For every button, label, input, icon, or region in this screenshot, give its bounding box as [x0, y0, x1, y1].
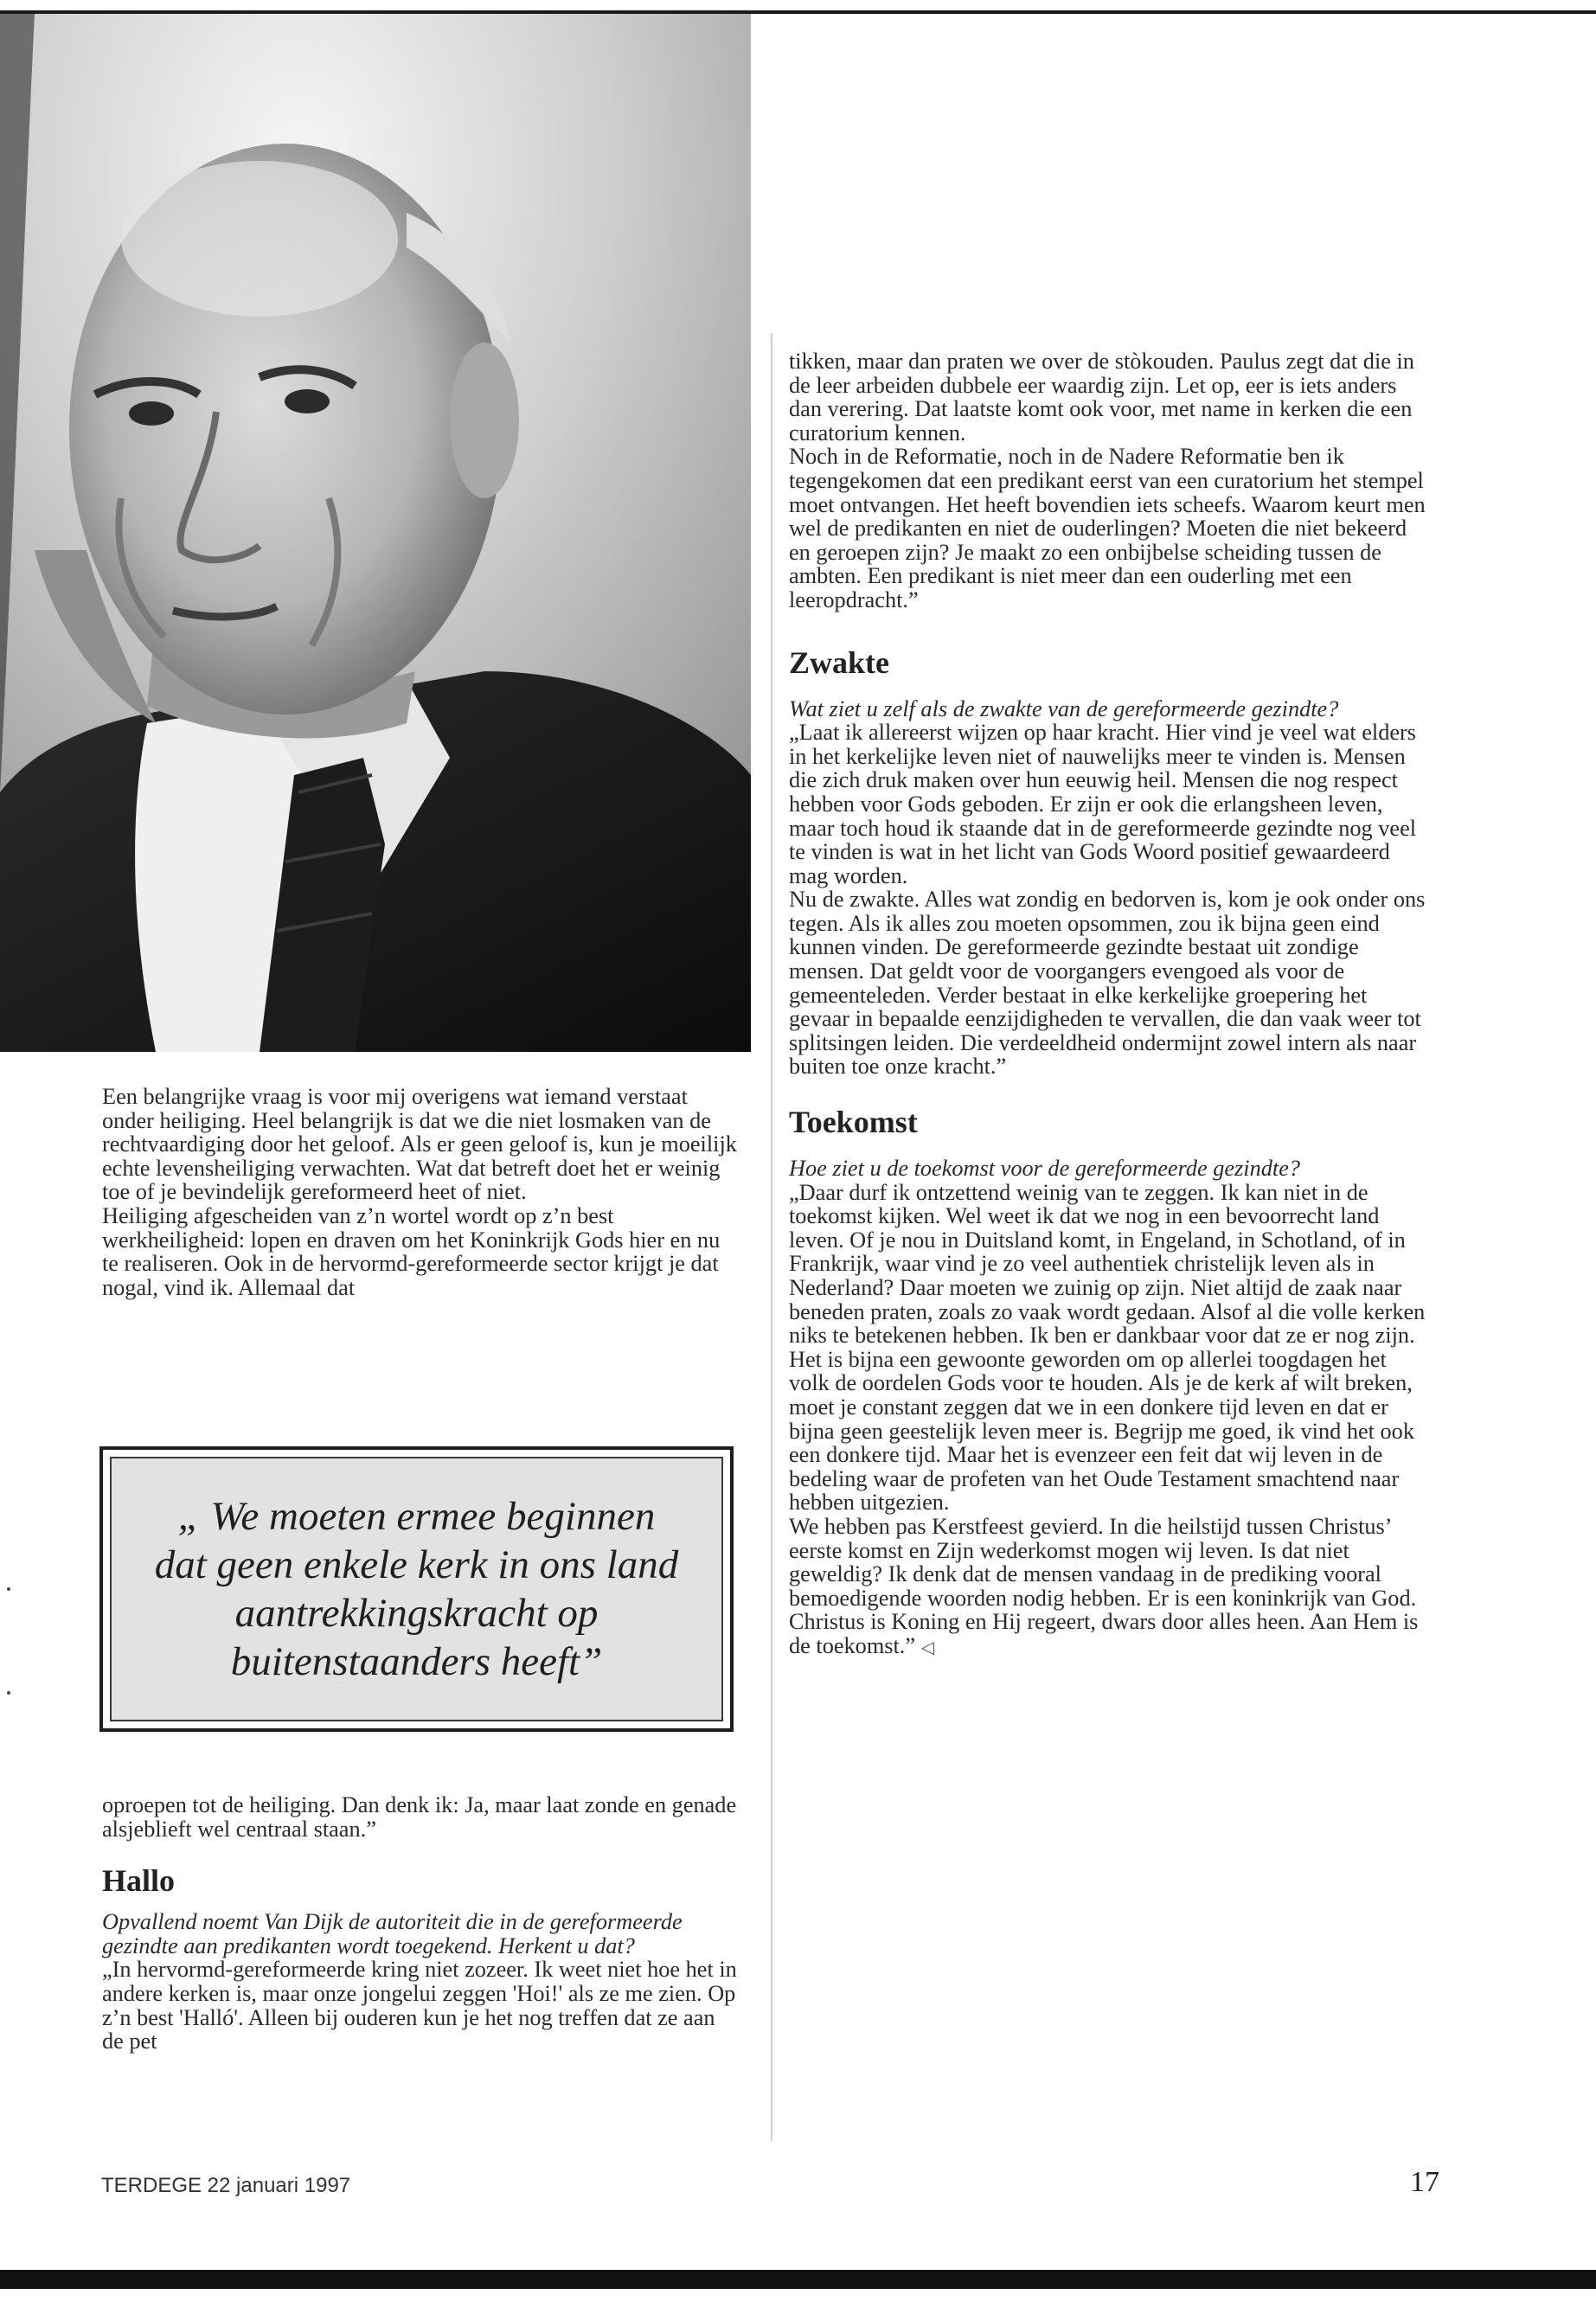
interview-question: Wat ziet u zelf als de zwakte van de gereformeerde gezindte? [789, 695, 1339, 721]
paragraph: Heiliging afgescheiden van z’n wortel wordt op z’n best werkheiligheid: lopen en draven om het Koninkrijk Gods hier en nu te realiseren. Ook in de hervormd-gereformeerde sector krijgt je dat nogal, vind ik. Allemaal dat [102, 1202, 721, 1300]
left-column-top [102, 1085, 739, 1299]
page-number: 17 [1410, 2166, 1439, 2198]
right-column-text-top [789, 349, 1429, 612]
paragraph: „Daar durf ik ontzettend weinig van te zeggen. Ik kan niet in de toekomst kijken. Wel weet ik dat we nog in een bevoorrecht land leven. Of je nou in Duitsland komt, in Engeland, in Schotland, of in Frankrijk, waar vind je zo veel authentiek christelijk leven als in Nederland? Daar moeten we zuinig op zijn. Niet altijd de zaak naar beneden praten, zoals zo vaak wordt gedaan. Alsof al die volle kerken niks te betekenen hebben. Ik ben er dankbaar voor dat ze er nog zijn. [789, 1179, 1426, 1349]
portrait-illustration [0, 14, 751, 1052]
pull-quote-box [99, 1446, 734, 1732]
right-column [789, 349, 1429, 1661]
pull-quote-text: „ We moeten ermee beginnen dat geen enkele kerk in ons land aantrekkingskracht op buitenstaanders heeft” [154, 1494, 679, 1684]
paragraph-last [789, 1515, 1429, 1661]
paragraph: oproepen tot de heiliging. Dan denk ik: Ja, maar laat zonde en genade alsjeblieft wel centraal staan.” [102, 1792, 737, 1842]
paragraph: Noch in de Reformatie, noch in de Nadere Reformatie ben ik tegengekomen dat een predikant eerst van een curatorium het stempel moet ontvangen. Het heeft bovendien iets scheefs. Waarom keurt men wel de predikanten en niet de ouderlingen? Moeten die niet bekeerd en geroepen zijn? Je maakt zo een onbijbelse scheiding tussen de ambten. Een predikant is niet meer dan een ouderling met een leeropdracht.” [789, 444, 1426, 612]
interview-question: Hoe ziet u de toekomst voor de gereformeerde gezindte? [789, 1156, 1301, 1182]
left-column-text-top [102, 1085, 739, 1299]
end-of-article-triangle-icon: ◁ [920, 1638, 935, 1657]
section-heading-hallo: Hallo [102, 1863, 176, 1899]
pull-quote-panel [110, 1457, 723, 1721]
paragraph: „In hervormd-gereformeerde kring niet zozeer. Ik weet niet hoe het in andere kerken is, maar onze jongelui zeggen 'Hoi!' als ze me zien. Op z’n best 'Halló'. Alleen bij ouderen kun je het nog treffen dat ze aan de pet [102, 1957, 737, 2054]
bottom-rule [0, 2270, 1596, 2289]
paragraph: Het is bijna een gewoonte geworden om op allerlei toogdagen het volk de oordelen Gods voor te houden. Als je de kerk af wilt breken, moet je constant zeggen dat we in een donkere tijd leven en dat er bijna geen geestelijk leven meer is. Begrijp me goed, ik vind het ook een donkere tijd. Maar het is evenzeer een feit dat wij leven in de bedeling waar de profeten van het Oude Testament smachtend naar hebben uitgezien. [789, 1346, 1414, 1516]
section-heading-zwakte: Zwakte [789, 644, 889, 680]
paragraph: Nu de zwakte. Alles wat zondig en bedorven is, kom je ook onder ons tegen. Als ik alles zou moeten opsommen, zou ik bijna geen eind kunnen vinden. De gereformeerde gezindte bestaat uit zondige mensen. Dat geldt voor de voorgangers evengoed als voor de gemeenteleden. Verder bestaat in elke kerkelijke groepering het gevaar in bepaalde eenzijdigheden te vervallen, die dan vaak weer tot splitsingen leiden. Die verdeeldheid ondermijnt zowel intern als naar buiten toe onze kracht.” [789, 887, 1426, 1080]
paragraph: „Laat ik allereerst wijzen op haar kracht. Hier vind je veel wat elders in het kerkelijke leven niet of nauwelijks meer te vinden is. Mensen die zich druk maken over hun eeuwig heil. Mensen die nog respect hebben voor Gods geboden. Er zijn er ook die erlangsheen leven, maar toch houd ik staande dat in de gereformeerde gezindte nog veel te vinden is wat in het licht van Gods Woord positief gewaardeerd mag worden. [789, 720, 1417, 888]
left-column-bottom [102, 1793, 739, 2054]
scan-dot [7, 1691, 10, 1695]
section-heading-toekomst: Toekomst [789, 1105, 918, 1140]
portrait-photo [0, 14, 751, 1052]
zwakte-text [789, 721, 1429, 1079]
publication-footer: TERDEGE 22 januari 1997 [101, 2174, 351, 2197]
column-separator [771, 333, 772, 2141]
interview-question: Opvallend noemt Van Dijk de autoriteit die in de gereformeerde gezindte aan predikanten wordt toegekend. Herkent u dat? [102, 1909, 683, 1958]
paragraph: We hebben pas Kerstfeest gevierd. In die heilstijd tussen Christus’ eerste komst en Zijn wederkomst mogen wij leven. Is dat niet geweldig? Ik denk dat de mensen vandaag in de prediking vooral bemoedigende woorden nodig hebben. Er is een koninkrijk van God. Christus is Koning en Hij regeert, dwars door alles heen. Aan Hem is de toekomst.” [789, 1513, 1419, 1658]
paragraph: Een belangrijke vraag is voor mij overigens wat iemand verstaat onder heiliging. Heel belangrijk is dat we die niet losmaken van de rechtvaardiging door het geloof. Als er geen geloof is, kun je moeilijk echte levensheiliging verwachten. Wat dat betreft doet het er weinig toe of je bevindelijk gereformeerd heet of niet. [102, 1084, 737, 1205]
toekomst-text [789, 1181, 1429, 1661]
scan-dot [7, 1587, 10, 1591]
paragraph: tikken, maar dan praten we over de stòkouden. Paulus zegt dat die in de leer arbeiden dubbele eer waardig zijn. Let op, eer is iets anders dan verering. Dat laatste komt ook voor, met name in kerken die een curatorium kennen. [789, 349, 1414, 445]
